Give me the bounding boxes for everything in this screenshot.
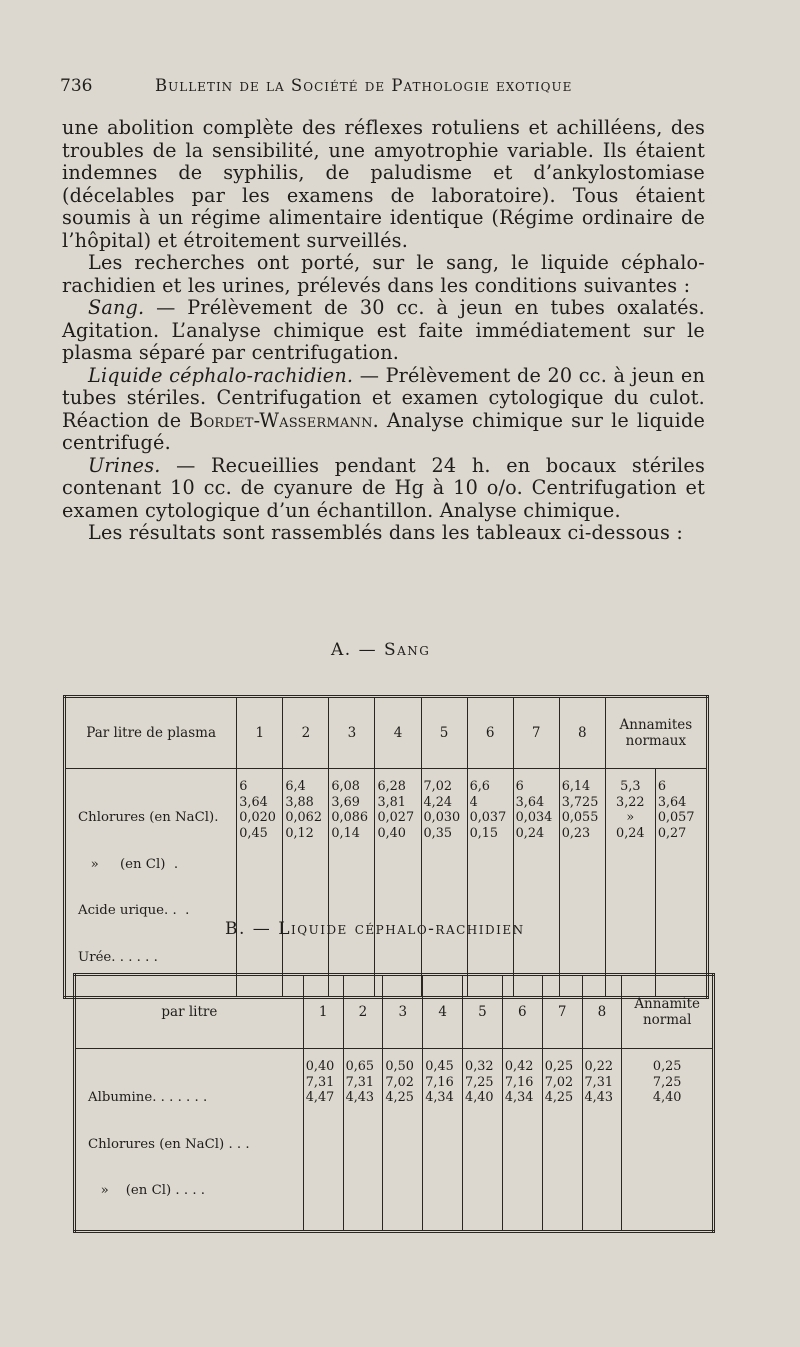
table-cell: 0,030	[423, 810, 461, 825]
table-cell: 4,34	[504, 1090, 534, 1105]
table-cell: 3,88	[285, 794, 314, 810]
row-labels	[65, 769, 237, 998]
data-column	[421, 769, 467, 998]
table-cell: 7,02	[385, 1074, 414, 1090]
section-prefix: A. —	[331, 640, 384, 660]
table-cell: 7,16	[425, 1074, 454, 1090]
table-cell: 0,27	[657, 825, 687, 841]
paragraph-text: . Analyse chimique sur le liquide centrifugé.	[62, 408, 705, 454]
table-row	[65, 769, 708, 998]
data-column	[237, 769, 283, 998]
table-cell: 0,65	[345, 1059, 375, 1074]
table-cell: 0,24	[616, 825, 645, 841]
table-cell: 4,40	[652, 1090, 682, 1105]
table-cell: 7,02	[544, 1074, 574, 1090]
table-cell: 7,02	[423, 779, 453, 794]
column-header: 8	[582, 975, 622, 1049]
row-label: Chlorures (en NaCl) . . .	[88, 1136, 250, 1152]
data-column	[329, 769, 375, 998]
table-cell: 3,64	[239, 794, 268, 810]
table-cell: 7,25	[652, 1074, 682, 1090]
table-cell: 4,47	[305, 1090, 335, 1105]
table-cell: 0,25	[652, 1059, 682, 1074]
body-text	[62, 117, 705, 545]
table-cell: 0,42	[504, 1059, 534, 1074]
table-cell: 4,25	[385, 1090, 414, 1105]
table-cell: 0,020	[239, 810, 276, 825]
data-column	[463, 1049, 503, 1232]
table-cell: 0,15	[469, 825, 499, 841]
table-cell: 0,45	[425, 1059, 454, 1074]
paragraph-text: — Prélèvement de 20 cc. à jeun en tubes stériles. Centrifugation et examen cytologique du culot. Réaction de	[62, 363, 706, 432]
data-column	[467, 769, 513, 998]
data-column	[513, 769, 559, 998]
data-column	[283, 769, 329, 998]
table-header-row	[65, 697, 708, 769]
normal-column-header: Annamites normaux	[605, 697, 707, 769]
table-cell: 0,027	[377, 810, 415, 825]
table-cell: 0,25	[544, 1059, 574, 1074]
paragraph-lead: Liquide céphalo-rachidien.	[88, 363, 354, 387]
table-lcr	[73, 973, 715, 1233]
column-header: 2	[283, 697, 329, 769]
table-cell: 4,34	[425, 1090, 454, 1105]
row-label: Albumine. . . . . . .	[88, 1090, 208, 1105]
table-cell: 6	[657, 779, 666, 794]
section-prefix: B. —	[225, 919, 279, 939]
table-cell: 0,055	[561, 810, 599, 825]
table-cell: 7,16	[504, 1074, 534, 1090]
table-cell: 7,31	[305, 1074, 335, 1090]
column-header: 4	[375, 697, 421, 769]
data-column	[383, 1049, 423, 1232]
table-cell: 6	[239, 779, 248, 794]
section-a-heading	[331, 640, 430, 660]
data-column	[559, 769, 605, 998]
table-cell: 0,35	[423, 825, 453, 841]
running-title: Bulletin de la Société de Pathologie exotique	[155, 76, 573, 95]
normal-column	[655, 769, 707, 998]
table-cell: 6,4	[285, 779, 306, 794]
table-cell: 0,034	[515, 810, 553, 825]
page-header	[60, 76, 705, 104]
bordet-wassermann-term: Bordet-Wassermann	[189, 408, 373, 432]
table-cell: 0,12	[285, 825, 314, 841]
table-cell: 6,28	[377, 779, 406, 794]
table-cell: 3,69	[331, 794, 360, 810]
row-label: » (en Cl) . . . .	[88, 1183, 205, 1198]
paragraph-text: — Prélèvement de 30 cc. à jeun en tubes oxalatés. Agitation. L’analyse chimique est faite immédiatement sur le plasma séparé par centrifugation.	[62, 296, 705, 364]
table-cell: 4,43	[584, 1090, 614, 1105]
column-header: 5	[421, 697, 467, 769]
table-cell: 6,6	[469, 779, 490, 794]
column-header: 7	[513, 697, 559, 769]
table-cell: 0,40	[377, 825, 406, 841]
table-cell: 0,24	[515, 825, 545, 841]
table-cell: »	[626, 810, 635, 825]
normal-column	[605, 769, 655, 998]
column-header: 4	[423, 975, 463, 1049]
data-column	[375, 769, 421, 998]
column-header: 3	[383, 975, 423, 1049]
table-cell: 7,31	[584, 1074, 614, 1090]
row-label: Chlorures (en NaCl).	[78, 810, 219, 825]
row-label: Acide urique. . .	[78, 903, 190, 918]
row-header: par litre	[75, 975, 304, 1049]
table-cell: 7,31	[345, 1074, 375, 1090]
table-cell: 0,40	[305, 1059, 335, 1074]
section-title: Sang	[384, 640, 431, 660]
table-cell: 0,062	[285, 810, 322, 825]
table-cell: 0,037	[469, 810, 507, 825]
paragraph-urines	[62, 455, 705, 523]
paragraph-text: Les résultats sont rassemblés dans les tableaux ci-dessous :	[88, 521, 683, 544]
paragraph-text: une abolition complète des réflexes rotuliens et achilléens, des troubles de la sensibilité, une amyotrophie variable. Ils étaient indemnes de syphilis, de paludisme et d’ankylostomiase (décelables par les examens de laboratoire). Tous étaient soumis à un régime alimentaire identique (Régime ordinaire de l’hôpital) et étroitement surveillés.	[62, 116, 705, 252]
column-header: 2	[343, 975, 383, 1049]
column-header: 7	[542, 975, 582, 1049]
paragraph-sang	[62, 297, 705, 365]
column-header: 6	[467, 697, 513, 769]
table-cell: 3,64	[515, 794, 545, 810]
data-column	[343, 1049, 383, 1232]
table-cell: 6,14	[561, 779, 591, 794]
table-cell: 3,81	[377, 794, 406, 810]
table-cell: 0,086	[331, 810, 369, 825]
table-cell: 0,23	[561, 825, 591, 841]
table-cell: 0,50	[385, 1059, 414, 1074]
row-labels	[75, 1049, 304, 1232]
paragraph-symptoms	[62, 117, 705, 252]
normal-column-header: Annamite normal	[622, 975, 714, 1049]
column-header: 1	[237, 697, 283, 769]
column-header: 3	[329, 697, 375, 769]
table-cell: 3,22	[616, 794, 645, 810]
row-label: Urée. . . . . .	[78, 949, 158, 965]
row-label: » (en Cl) .	[78, 856, 179, 872]
section-title: Liquide céphalo-rachidien	[278, 919, 525, 939]
section-b-heading	[225, 919, 525, 939]
table-sang	[63, 695, 709, 999]
table-cell: 6	[515, 779, 524, 794]
table-cell: 3,725	[561, 794, 599, 810]
paragraph-lead: Sang.	[88, 296, 145, 319]
column-header: 8	[559, 697, 605, 769]
paragraph-results	[62, 522, 705, 545]
table-cell: 6,08	[331, 779, 360, 794]
data-column	[423, 1049, 463, 1232]
table-cell: 3,64	[657, 794, 687, 810]
table-cell: 4	[469, 794, 478, 810]
table-cell: 4,24	[423, 794, 453, 810]
table-cell: 0,32	[465, 1059, 494, 1074]
table-cell: 0,057	[657, 810, 695, 825]
table-cell: 0,45	[239, 825, 268, 841]
table-cell: 5,3	[620, 779, 641, 794]
normal-column	[622, 1049, 714, 1232]
table-cell: 4,40	[465, 1090, 494, 1105]
page-number: 736	[60, 76, 93, 96]
table-cell: 7,25	[465, 1074, 494, 1090]
table-cell: 0,22	[584, 1059, 614, 1074]
data-column	[502, 1049, 542, 1232]
row-header: Par litre de plasma	[65, 697, 237, 769]
column-header: 1	[303, 975, 343, 1049]
paragraph-text: — Recueillies pendant 24 h. en bocaux stériles contenant 10 cc. de cyanure de Hg à 10 o/o. Centrifugation et examen cytologique d’un échantillon. Analyse chimique.	[62, 453, 705, 522]
table-cell: 4,43	[345, 1090, 375, 1105]
column-header: 5	[463, 975, 503, 1049]
paragraph-research	[62, 252, 705, 297]
column-header: 6	[502, 975, 542, 1049]
table-cell: 4,25	[544, 1090, 574, 1105]
paragraph-lead: Urines.	[88, 453, 161, 477]
table-header-row	[75, 975, 714, 1049]
data-column	[582, 1049, 622, 1232]
data-column	[542, 1049, 582, 1232]
paragraph-text: Les recherches ont porté, sur le sang, le liquide céphalo-rachidien et les urines, prélevés dans les conditions suivantes :	[62, 251, 705, 297]
table-cell: 0,14	[331, 825, 360, 841]
table-row	[75, 1049, 714, 1232]
paragraph-lcr	[62, 365, 705, 455]
data-column	[303, 1049, 343, 1232]
